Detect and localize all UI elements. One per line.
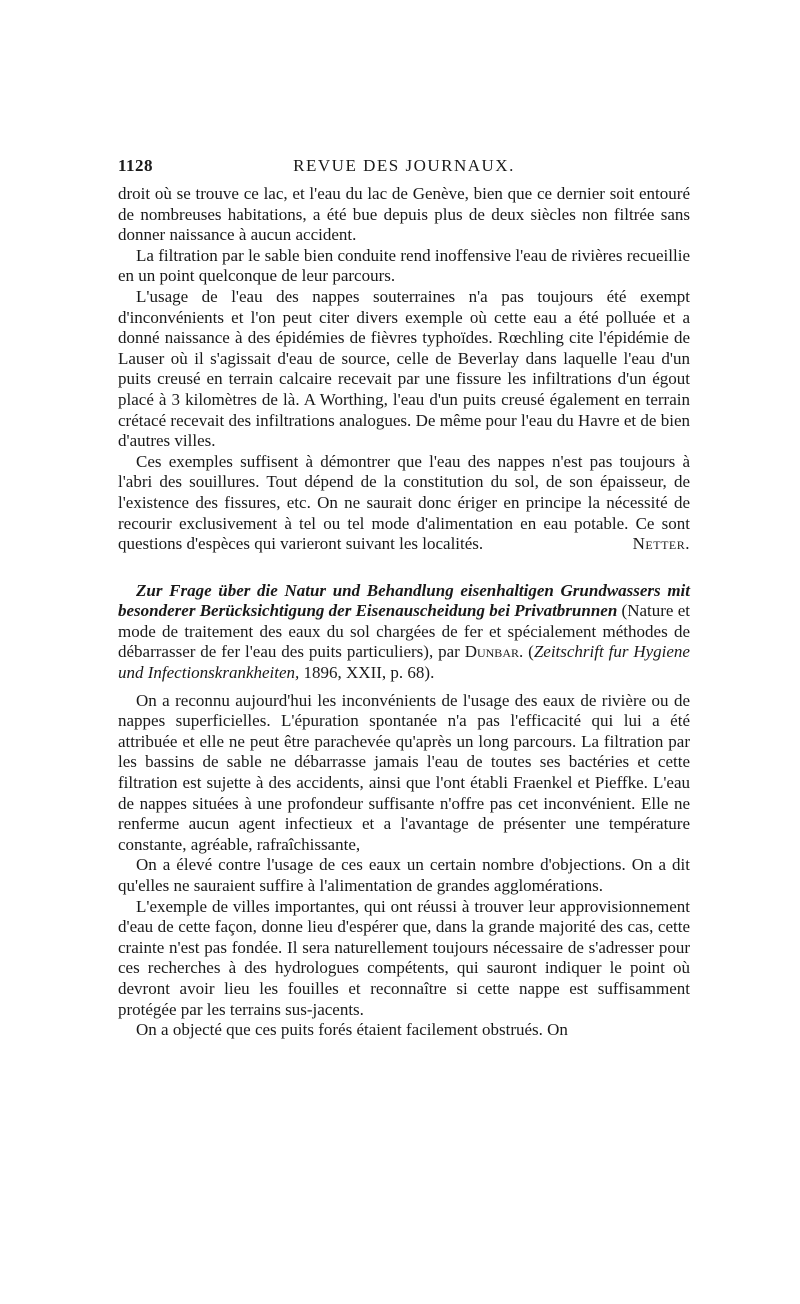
page-number: 1128: [118, 156, 154, 175]
journal-open: (: [523, 642, 534, 662]
paragraph: droit où se trouve ce lac, et l'eau du lac de Genève, bien que ce dernier soit entouré de nombreuses habitations, a été bue depuis plus de deux siècles non filtrée sans donner naissance à aucun accident.: [118, 184, 690, 245]
paragraph: On a objecté que ces puits forés étaient facilement obstrués. On: [136, 1020, 568, 1040]
article-title: Zur Frage über die Natur und Behandlung eisenhaltigen Grundwassers mit besonderer Berücksichtigung der Eisenauscheidung bei Privatbrunnen: [118, 580, 690, 621]
running-title: REVUE DES JOURNAUX.: [293, 156, 515, 175]
journal-name: Zeitschrift fur Hygiene und Infectionskrankheiten,: [118, 642, 690, 683]
section-gap: [118, 555, 690, 581]
article-continuation: [118, 184, 690, 555]
paragraph-with-signature: [118, 452, 690, 555]
citation: 1896, XXII, p. 68).: [299, 663, 435, 683]
paragraph-text: Ces exemples suffisent à démontrer que l'eau des nappes n'est pas toujours à l'abri des souillures. Tout dépend de la constitution du sol, de son épaisseur, de l'existence des fissures, etc. On ne saurait donc ériger en principe la nécessité de recourir exclusivement à tel ou tel mode d'alimentation en eau potable. Ce sont questions d'espèces qui varieront suivant les localités.: [118, 451, 690, 554]
article-review: [118, 581, 690, 1041]
paragraph: On a reconnu aujourd'hui les inconvénients de l'usage des eaux de rivière ou de nappes superficielles. L'épuration spontanée n'a pas l'efficacité qui lui a été attribuée et elle ne peut être parachevée qu'après un long parcours. La filtration par les bassins de sable ne débarrasse jamais l'eau de toutes ses bactéries et cette filtration est sujette à des accidents, ainsi que l'ont établi Fraenkel et Pieffke. L'eau de nappes situées à une profondeur suffisante n'offre pas cet inconvénient. Elle ne renferme aucun agent infectieux et a l'avantage de présenter une température constante, agréable, rafraîchissante,: [118, 690, 690, 854]
author-signature: Netter.: [632, 534, 690, 554]
article-author: Dunbar.: [464, 642, 524, 662]
paragraph: L'exemple de villes importantes, qui ont réussi à trouver leur approvisionnement d'eau de cette façon, donne lieu d'espérer que, dans la grande majorité des cas, cette crainte n'est pas fondée. Il sera naturellement toujours nécessaire de s'adresser pour ces recherches à des hydrologues compétents, qui sauront indiquer le point où devront avoir lieu les fouilles et reconnaître si cette nappe est suffisamment protégée par les terrains sus-jacents.: [118, 896, 690, 1019]
paragraph: On a élevé contre l'usage de ces eaux un certain nombre d'objections. On a dit qu'elles ne sauraient suffire à l'alimentation de grandes agglomérations.: [118, 855, 690, 895]
article-translation: (Nature et mode de traitement des eaux du sol chargées de fer et spécialement méthodes de débarrasser de fer l'eau des puits particuliers), par: [118, 601, 690, 662]
paragraph: La filtration par le sable bien conduite rend inoffensive l'eau de rivières recueillie en un point quelconque de leur parcours.: [118, 245, 690, 286]
page-header: [118, 156, 690, 178]
journal-page: [118, 156, 690, 1041]
article-reference: [118, 581, 690, 684]
paragraph: L'usage de l'eau des nappes souterraines n'a pas toujours été exempt d'inconvénients et l'on peut citer divers exemple où cette eau a été polluée et a donné naissance à des épidémies de fièvres typhoïdes. Rœchling cite l'épidémie de Lauser où il s'agissait d'eau de source, celle de Beverlay dans laquelle l'eau d'un puits creusé en terrain calcaire recevait par une fissure les infiltrations d'un égout placé à 3 kilomètres de là. A Worthing, l'eau d'un puits creusé également en terrain crétacé recevait des infiltrations analogues. De même pour l'eau du Havre et de bien d'autres villes.: [118, 286, 690, 451]
